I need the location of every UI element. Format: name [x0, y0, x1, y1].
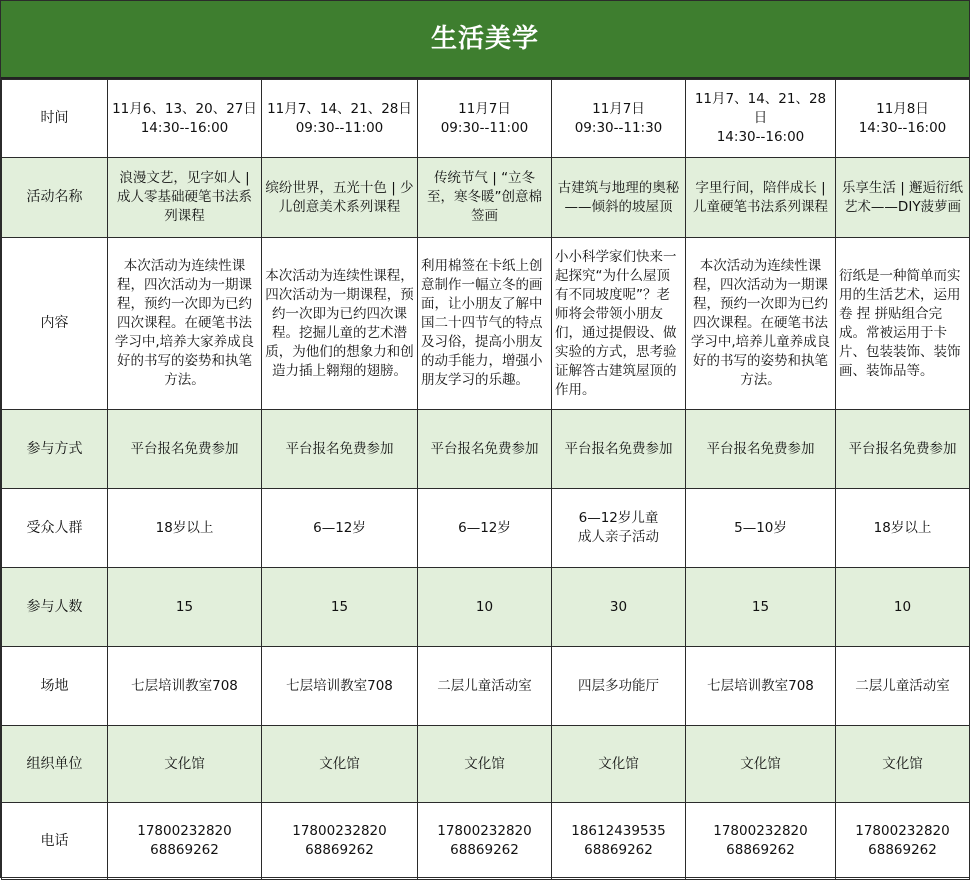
cell-name: 字里行间，陪伴成长 | 儿童硬笔书法系列课程: [686, 158, 836, 238]
cell-method: 平台报名免费参加: [418, 410, 552, 489]
cell-line: 68869262: [726, 842, 795, 858]
row-venue: [2, 647, 970, 726]
row-content: [2, 238, 970, 410]
cell-line: 17800232820: [713, 823, 808, 839]
cell-content: 本次活动为连续性课程，四次活动为一期课程，预约一次即为已约四次课程。在硬笔书法学习中,培养儿童养成良好的书写的姿势和执笔方法。: [686, 238, 836, 410]
cell-method: 平台报名免费参加: [108, 410, 262, 489]
cell-line: 6—12岁: [313, 519, 366, 536]
cell-venue: 七层培训教室708: [262, 647, 418, 726]
cell-content: 本次活动为连续性课程，四次活动为一期课程，预约一次即为已约四次课程。在硬笔书法学习中,培养大家养成良好的书写的姿势和执笔方法。: [108, 238, 262, 410]
row-name: [2, 158, 970, 238]
cell-name: 缤纷世界，五光十色 | 少儿创意美术系列课程: [262, 158, 418, 238]
cell-time: [108, 80, 262, 158]
cell-line: 11月8日: [876, 100, 929, 117]
row-label-time: 时间: [2, 80, 108, 158]
cell-count: 10: [418, 568, 552, 647]
cell-line: 17800232820: [137, 823, 232, 839]
cell-count: 15: [686, 568, 836, 647]
cell-count: 15: [262, 568, 418, 647]
cell-line: 18岁以上: [873, 519, 932, 536]
cell-phone: [418, 803, 552, 880]
cell-audience: [552, 489, 686, 568]
cell-method: 平台报名免费参加: [686, 410, 836, 489]
cell-phone: [836, 803, 970, 880]
sheet-title: 生活美学: [1, 1, 969, 79]
cell-time: [262, 80, 418, 158]
row-label-audience: 受众人群: [2, 489, 108, 568]
cell-line: 18612439535: [571, 823, 666, 839]
row-label-count: 参与人数: [2, 568, 108, 647]
cell-time: [552, 80, 686, 158]
row-count: [2, 568, 970, 647]
cell-time: [686, 80, 836, 158]
cell-audience: [686, 489, 836, 568]
cell-name: 浪漫文艺，见字如人 | 成人零基础硬笔书法系列课程: [108, 158, 262, 238]
cell-line: 11月6、13、20、27日: [112, 100, 257, 117]
cell-venue: 二层儿童活动室: [836, 647, 970, 726]
cell-line: 14:30--16:00: [716, 129, 805, 145]
cell-line: 68869262: [584, 842, 653, 858]
row-label-content: 内容: [2, 238, 108, 410]
row-method: [2, 410, 970, 489]
cell-line: 68869262: [150, 842, 219, 858]
cell-method: 平台报名免费参加: [552, 410, 686, 489]
cell-phone: [108, 803, 262, 880]
cell-org: 文化馆: [108, 726, 262, 803]
cell-name: 古建筑与地理的奥秘——倾斜的坡屋顶: [552, 158, 686, 238]
cell-line: 18岁以上: [155, 519, 214, 536]
cell-line: 17800232820: [437, 823, 532, 839]
schedule-table: [1, 79, 970, 880]
row-label-method: 参与方式: [2, 410, 108, 489]
cell-line: 成人亲子活动: [578, 529, 659, 545]
cell-line: 14:30--16:00: [858, 119, 947, 136]
cell-line: 68869262: [305, 842, 374, 858]
cell-phone: [686, 803, 836, 880]
cell-line: 14:30--16:00: [140, 119, 229, 136]
cell-content: 衍纸是一种简单而实用的生活艺术，运用卷 捏 拼贴组合完成。常被运用于卡片、包装装饰、装饰画、装饰品等。: [836, 238, 970, 410]
cell-org: 文化馆: [262, 726, 418, 803]
cell-line: 17800232820: [292, 823, 387, 839]
cell-venue: 七层培训教室708: [686, 647, 836, 726]
cell-method: 平台报名免费参加: [836, 410, 970, 489]
cell-method: 平台报名免费参加: [262, 410, 418, 489]
cell-line: 6—12岁: [458, 519, 511, 536]
cell-venue: 四层多功能厅: [552, 647, 686, 726]
cell-time: [418, 80, 552, 158]
cell-org: 文化馆: [418, 726, 552, 803]
cell-line: 11月7日: [592, 100, 645, 117]
cell-venue: 二层儿童活动室: [418, 647, 552, 726]
cell-name: 传统节气 | “立冬至，寒冬暖”创意棉签画: [418, 158, 552, 238]
cell-line: 68869262: [868, 842, 937, 858]
cell-org: 文化馆: [552, 726, 686, 803]
cell-line: 11月7、14、21、28日: [694, 91, 827, 126]
cell-phone: [262, 803, 418, 880]
row-label-org: 组织单位: [2, 726, 108, 803]
cell-line: 68869262: [450, 842, 519, 858]
cell-line: 09:30--11:00: [295, 119, 384, 136]
row-label-name: 活动名称: [2, 158, 108, 238]
cell-phone: [552, 803, 686, 880]
cell-line: 17800232820: [855, 823, 950, 839]
row-org: [2, 726, 970, 803]
row-label-venue: 场地: [2, 647, 108, 726]
cell-org: 文化馆: [836, 726, 970, 803]
cell-content: 利用棉签在卡纸上创意制作一幅立冬的画面，让小朋友了解中国二十四节气的特点及习俗，提高小朋友的动手能力，增强小朋友学习的乐趣。: [418, 238, 552, 410]
cell-content: 本次活动为连续性课程，四次活动为一期课程，预约一次即为已约四次课程。挖掘儿童的艺术潜质，为他们的想象力和创造力插上翱翔的翅膀。: [262, 238, 418, 410]
cell-line: 11月7日: [458, 100, 511, 117]
cell-line: 6—12岁儿童: [578, 510, 659, 526]
row-label-phone: 电话: [2, 803, 108, 880]
cell-audience: [418, 489, 552, 568]
cell-line: 09:30--11:00: [440, 119, 529, 136]
cell-count: 30: [552, 568, 686, 647]
cell-org: 文化馆: [686, 726, 836, 803]
cell-audience: [108, 489, 262, 568]
cell-count: 10: [836, 568, 970, 647]
row-phone: [2, 803, 970, 880]
cell-line: 11月7、14、21、28日: [267, 100, 412, 117]
cell-count: 15: [108, 568, 262, 647]
cell-line: 5—10岁: [734, 519, 787, 536]
cell-line: 09:30--11:30: [574, 119, 663, 136]
cell-venue: 七层培训教室708: [108, 647, 262, 726]
cell-name: 乐享生活 | 邂逅衍纸艺术——DIY菠萝画: [836, 158, 970, 238]
cell-time: [836, 80, 970, 158]
row-time: [2, 80, 970, 158]
cell-content: 小小科学家们快来一起探究“为什么屋顶有不同坡度呢”？老师将会带领小朋友们，通过提假设、做实验的方式，思考验证解答古建筑屋顶的作用。: [552, 238, 686, 410]
cell-audience: [262, 489, 418, 568]
row-audience: [2, 489, 970, 568]
cell-audience: [836, 489, 970, 568]
